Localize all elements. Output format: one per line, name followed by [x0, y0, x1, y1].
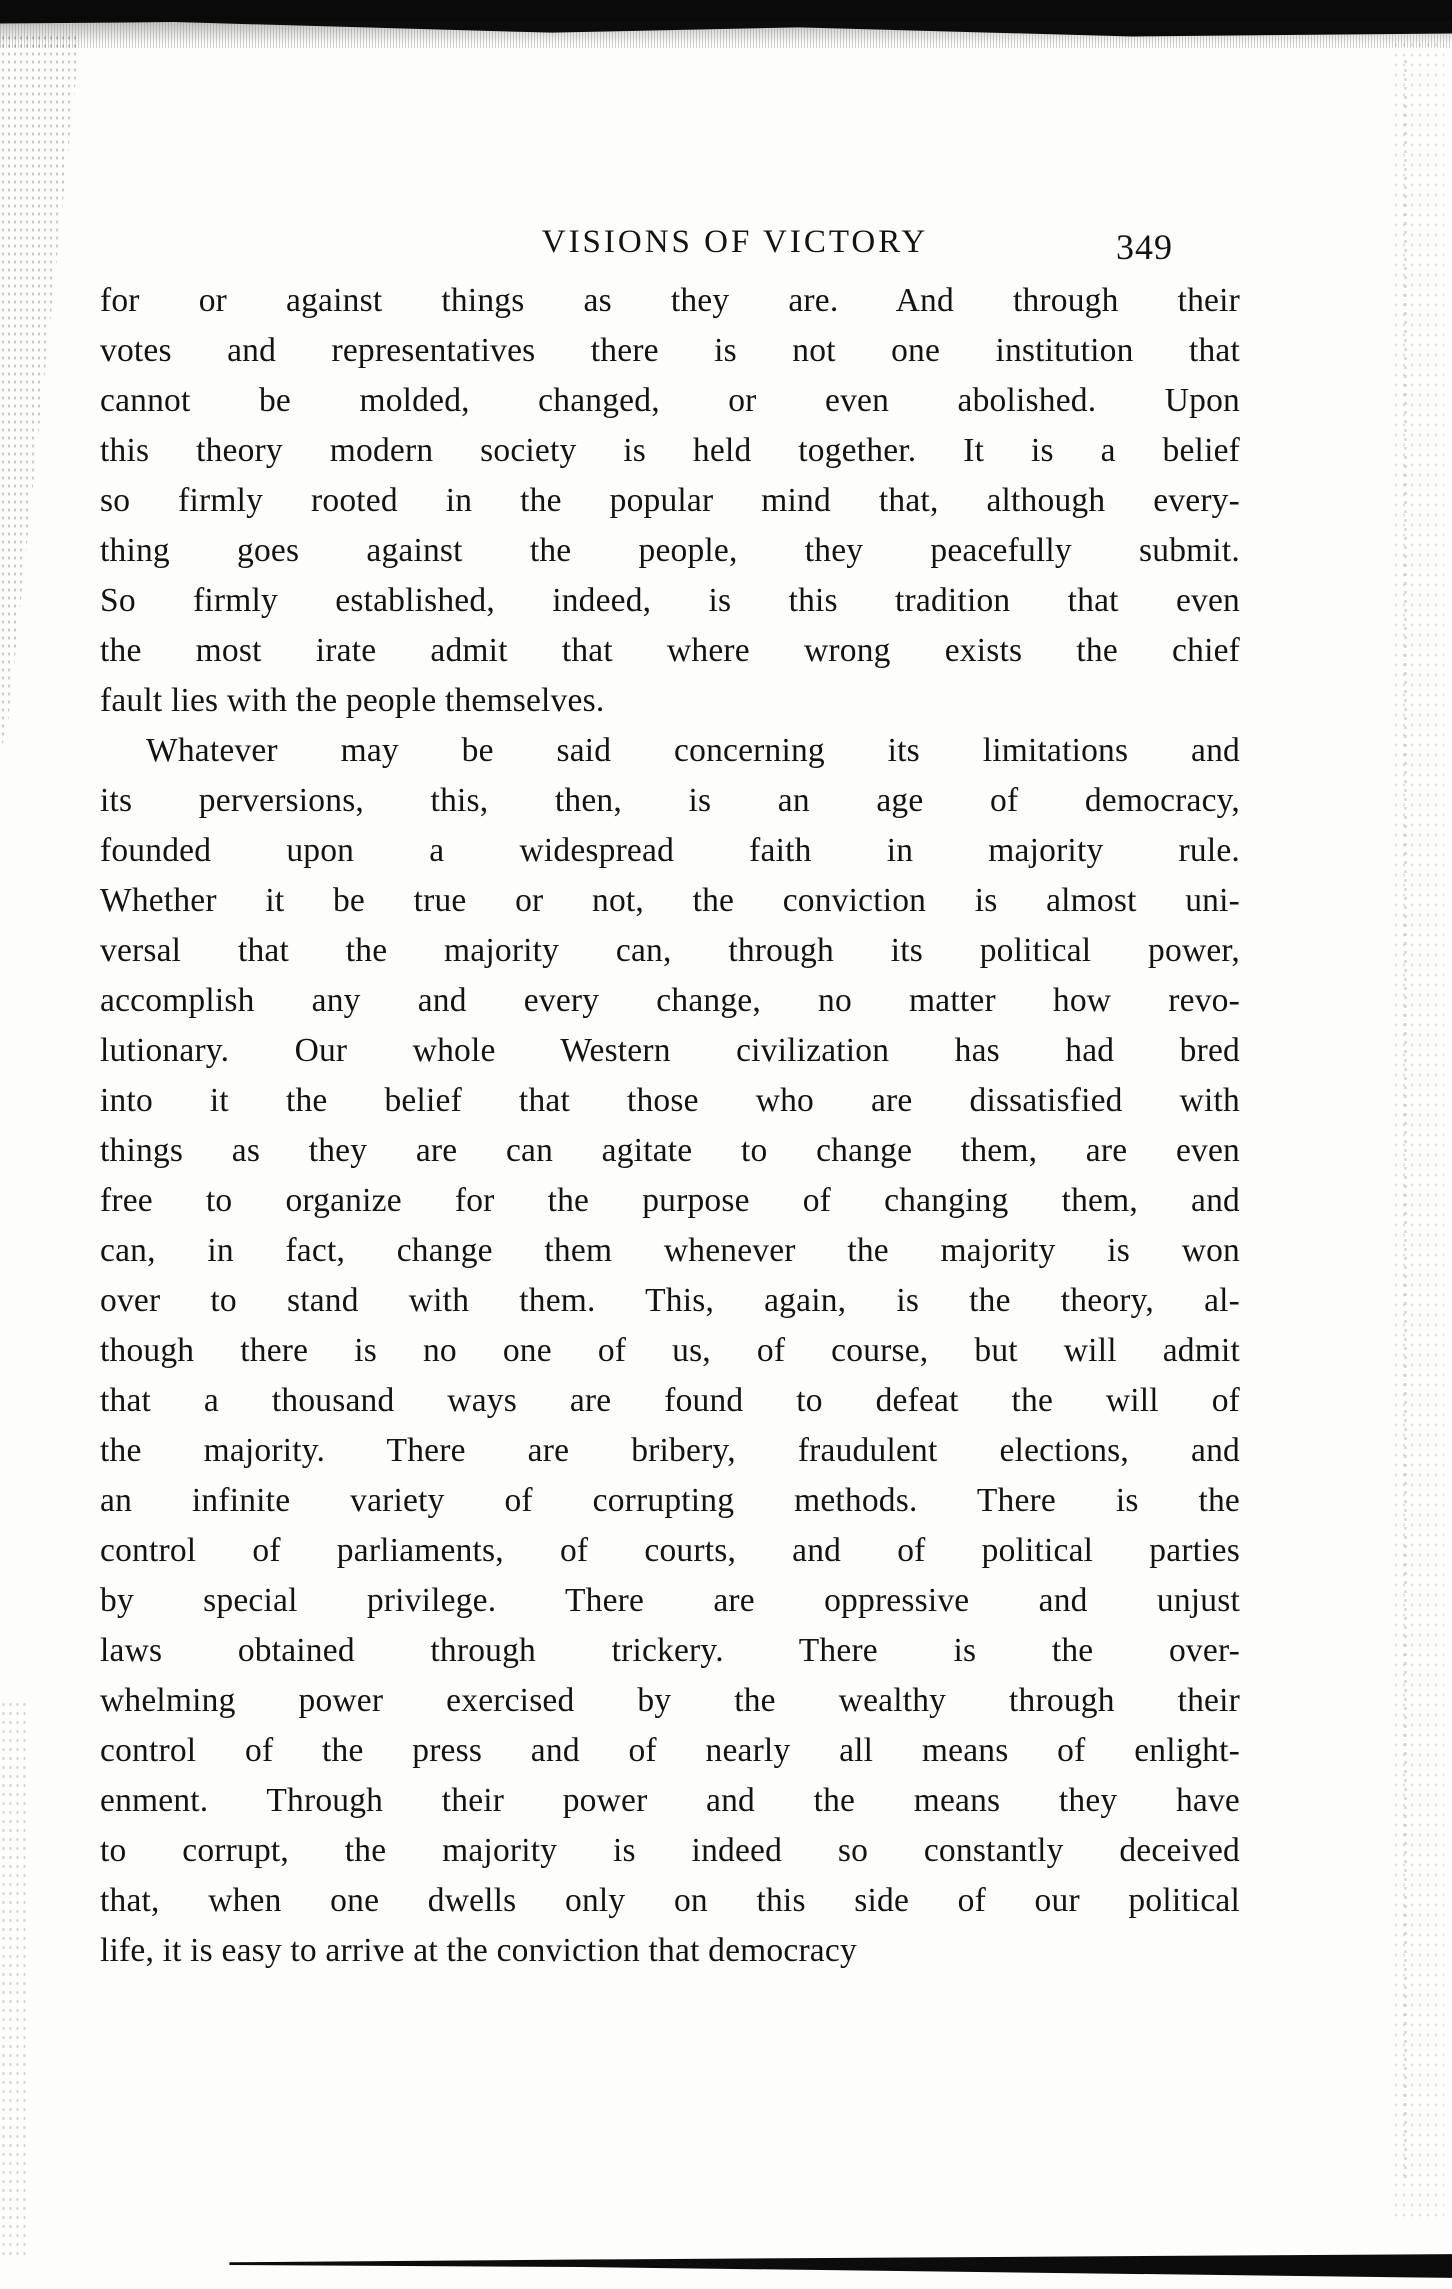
text-line: versal that the majority can, through its political power,	[100, 932, 1240, 969]
text-line: that a thousand ways are found to defeat the will of	[100, 1382, 1240, 1419]
text-line: whelming power exercised by the wealthy through their	[100, 1682, 1240, 1719]
scan-top-dither-artifact	[0, 22, 1452, 48]
text-line: to corrupt, the majority is indeed so constantly deceived	[100, 1832, 1240, 1869]
text-line: free to organize for the purpose of changing them, and	[100, 1182, 1240, 1219]
text-line: Whether it be true or not, the conviction is almost uni-	[100, 882, 1240, 919]
scan-left-lower-edge-artifact	[0, 1700, 26, 2260]
text-line: founded upon a widespread faith in majority rule.	[100, 832, 1240, 869]
text-line: by special privilege. There are oppressive and unjust	[100, 1582, 1240, 1619]
running-title: VISIONS OF VICTORY	[541, 224, 929, 260]
scan-right-edge-dotted-line	[1404, 60, 1407, 2180]
page-number: 349	[1116, 227, 1173, 267]
scan-bottom-edge-artifact	[0, 2248, 1452, 2282]
text-line: that, when one dwells only on this side of our political	[100, 1882, 1240, 1919]
text-line: control of parliaments, of courts, and of political parties	[100, 1532, 1240, 1569]
text-line: life, it is easy to arrive at the conviction that democracy	[100, 1932, 857, 1969]
text-line: so firmly rooted in the popular mind that, although every-	[100, 482, 1240, 519]
paragraph	[100, 276, 1240, 726]
scan-right-edge-artifact	[1392, 40, 1444, 2220]
paragraph	[100, 726, 1240, 1976]
text-line: cannot be molded, changed, or even abolished. Upon	[100, 382, 1240, 419]
body-text	[100, 276, 1240, 1976]
text-line: So firmly established, indeed, is this tradition that even	[100, 582, 1240, 619]
text-line: laws obtained through trickery. There is the over-	[100, 1632, 1240, 1669]
text-line: the majority. There are bribery, fraudulent elections, and	[100, 1432, 1240, 1469]
text-line: the most irate admit that where wrong exists the chief	[100, 632, 1240, 669]
text-line: for or against things as they are. And through their	[100, 282, 1240, 319]
text-line: over to stand with them. This, again, is the theory, al-	[100, 1282, 1240, 1319]
text-line: enment. Through their power and the means they have	[100, 1782, 1240, 1819]
text-line: accomplish any and every change, no matter how revo-	[100, 982, 1240, 1019]
text-line: lutionary. Our whole Western civilization has had bred	[100, 1032, 1240, 1069]
page-header	[0, 224, 1452, 284]
text-line: fault lies with the people themselves.	[100, 682, 605, 719]
text-line: control of the press and of nearly all means of enlight-	[100, 1732, 1240, 1769]
text-line: though there is no one of us, of course, but will admit	[100, 1332, 1240, 1369]
text-line: Whatever may be said concerning its limitations and	[146, 732, 1240, 769]
text-line: things as they are can agitate to change them, are even	[100, 1132, 1240, 1169]
text-line: into it the belief that those who are dissatisfied with	[100, 1082, 1240, 1119]
text-line: can, in fact, change them whenever the majority is won	[100, 1232, 1240, 1269]
text-line: votes and representatives there is not one institution that	[100, 332, 1240, 369]
text-line: this theory modern society is held together. It is a belief	[100, 432, 1240, 469]
text-line: an infinite variety of corrupting methods. There is the	[100, 1482, 1240, 1519]
text-line: thing goes against the people, they peacefully submit.	[100, 532, 1240, 569]
text-line: its perversions, this, then, is an age of democracy,	[100, 782, 1240, 819]
